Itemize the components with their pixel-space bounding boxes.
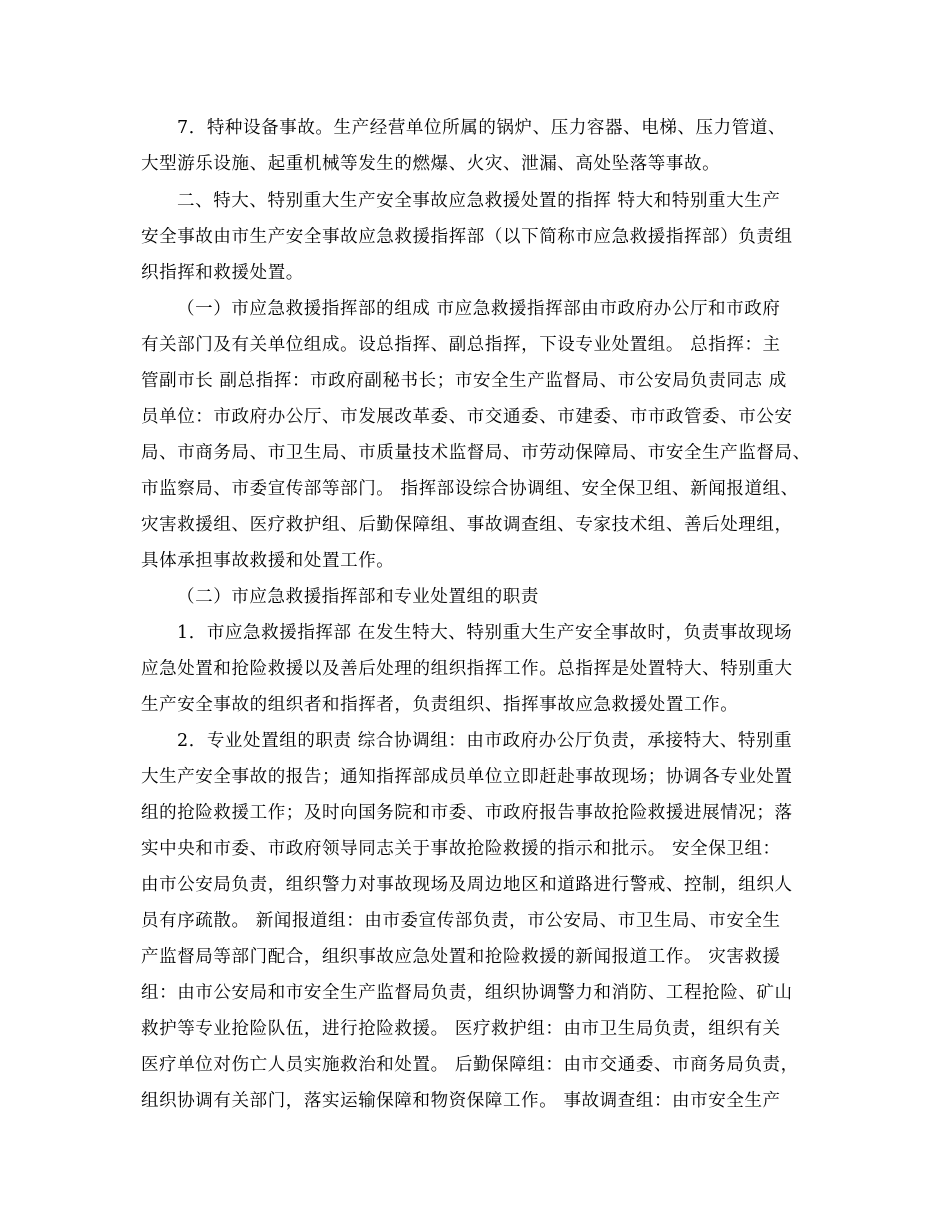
- paragraph-line: 大生产安全事故的报告；通知指挥部成员单位立即赶赴事故现场；协调各专业处置: [141, 767, 793, 787]
- paragraph-line: 应急处置和抢险救援以及善后处理的组织指挥工作。总指挥是处置特大、特别重大: [141, 659, 793, 679]
- paragraph-line: 员单位：市政府办公厅、市发展改革委、市交通委、市建委、市市政管委、市公安: [141, 407, 793, 427]
- section-heading: （二）市应急救援指挥部和专业处置组的职责: [177, 587, 539, 607]
- paragraph-line: 组织协调有关部门，落实运输保障和物资保障工作。 事故调查组：由市安全生产: [141, 1091, 781, 1111]
- paragraph-line: 救护等专业抢险队伍，进行抢险救援。 医疗救护组：由市卫生局负责，组织有关: [141, 1019, 781, 1039]
- paragraph-line: 实中央和市委、市政府领导同志关于事故抢险救援的指示和批示。 安全保卫组：: [141, 839, 781, 859]
- paragraph-line: 2．专业处置组的职责 综合协调组：由市政府办公厅负责，承接特大、特别重: [177, 731, 793, 751]
- paragraph-line: 产监督局等部门配合，组织事故应急处置和抢险救援的新闻报道工作。 灾害救援: [141, 947, 781, 967]
- paragraph-line: 医疗单位对伤亡人员实施救治和处置。 后勤保障组：由市交通委、市商务局负责，: [141, 1055, 799, 1075]
- paragraph-line: 组：由市公安局和市安全生产监督局负责，组织协调警力和消防、工程抢险、矿山: [141, 983, 793, 1003]
- paragraph-line: 管副市长 副总指挥：市政府副秘书长；市安全生产监督局、市公安局负责同志 成: [141, 371, 787, 391]
- paragraph-line: 有关部门及有关单位组成。设总指挥、副总指挥，下设专业处置组。 总指挥：主: [141, 335, 781, 355]
- paragraph-line: 织指挥和救援处置。: [141, 263, 304, 283]
- paragraph-line: 大型游乐设施、起重机械等发生的燃爆、火灾、泄漏、高处坠落等事故。: [141, 154, 721, 174]
- paragraph-line: 二、特大、特别重大生产安全事故应急救援处置的指挥 特大和特别重大生产: [177, 191, 781, 211]
- paragraph-line: （一）市应急救援指挥部的组成 市应急救援指挥部由市政府办公厅和市政府: [177, 299, 781, 319]
- paragraph-line: 安全事故由市生产安全事故应急救援指挥部（以下简称市应急救援指挥部）负责组: [141, 227, 793, 247]
- paragraph-line: 7．特种设备事故。生产经营单位所属的锅炉、压力容器、电梯、压力管道、: [177, 118, 787, 138]
- paragraph-line: 生产安全事故的组织者和指挥者，负责组织、指挥事故应急救援处置工作。: [141, 695, 739, 715]
- paragraph-line: 具体承担事故救援和处置工作。: [141, 551, 395, 571]
- paragraph-line: 组的抢险救援工作；及时向国务院和市委、市政府报告事故抢险救援进展情况；落: [141, 803, 793, 823]
- paragraph-line: 1．市应急救援指挥部 在发生特大、特别重大生产安全事故时，负责事故现场: [177, 623, 793, 643]
- paragraph-line: 由市公安局负责，组织警力对事故现场及周边地区和道路进行警戒、控制，组织人: [141, 875, 793, 895]
- paragraph-line: 局、市商务局、市卫生局、市质量技术监督局、市劳动保障局、市安全生产监督局、: [141, 443, 811, 463]
- paragraph-line: 灾害救援组、医疗救护组、后勤保障组、事故调查组、专家技术组、善后处理组，: [141, 515, 793, 535]
- paragraph-line: 员有序疏散。 新闻报道组：由市委宣传部负责，市公安局、市卫生局、市安全生: [141, 911, 781, 931]
- paragraph-line: 市监察局、市委宣传部等部门。 指挥部设综合协调组、安全保卫组、新闻报道组、: [141, 479, 799, 499]
